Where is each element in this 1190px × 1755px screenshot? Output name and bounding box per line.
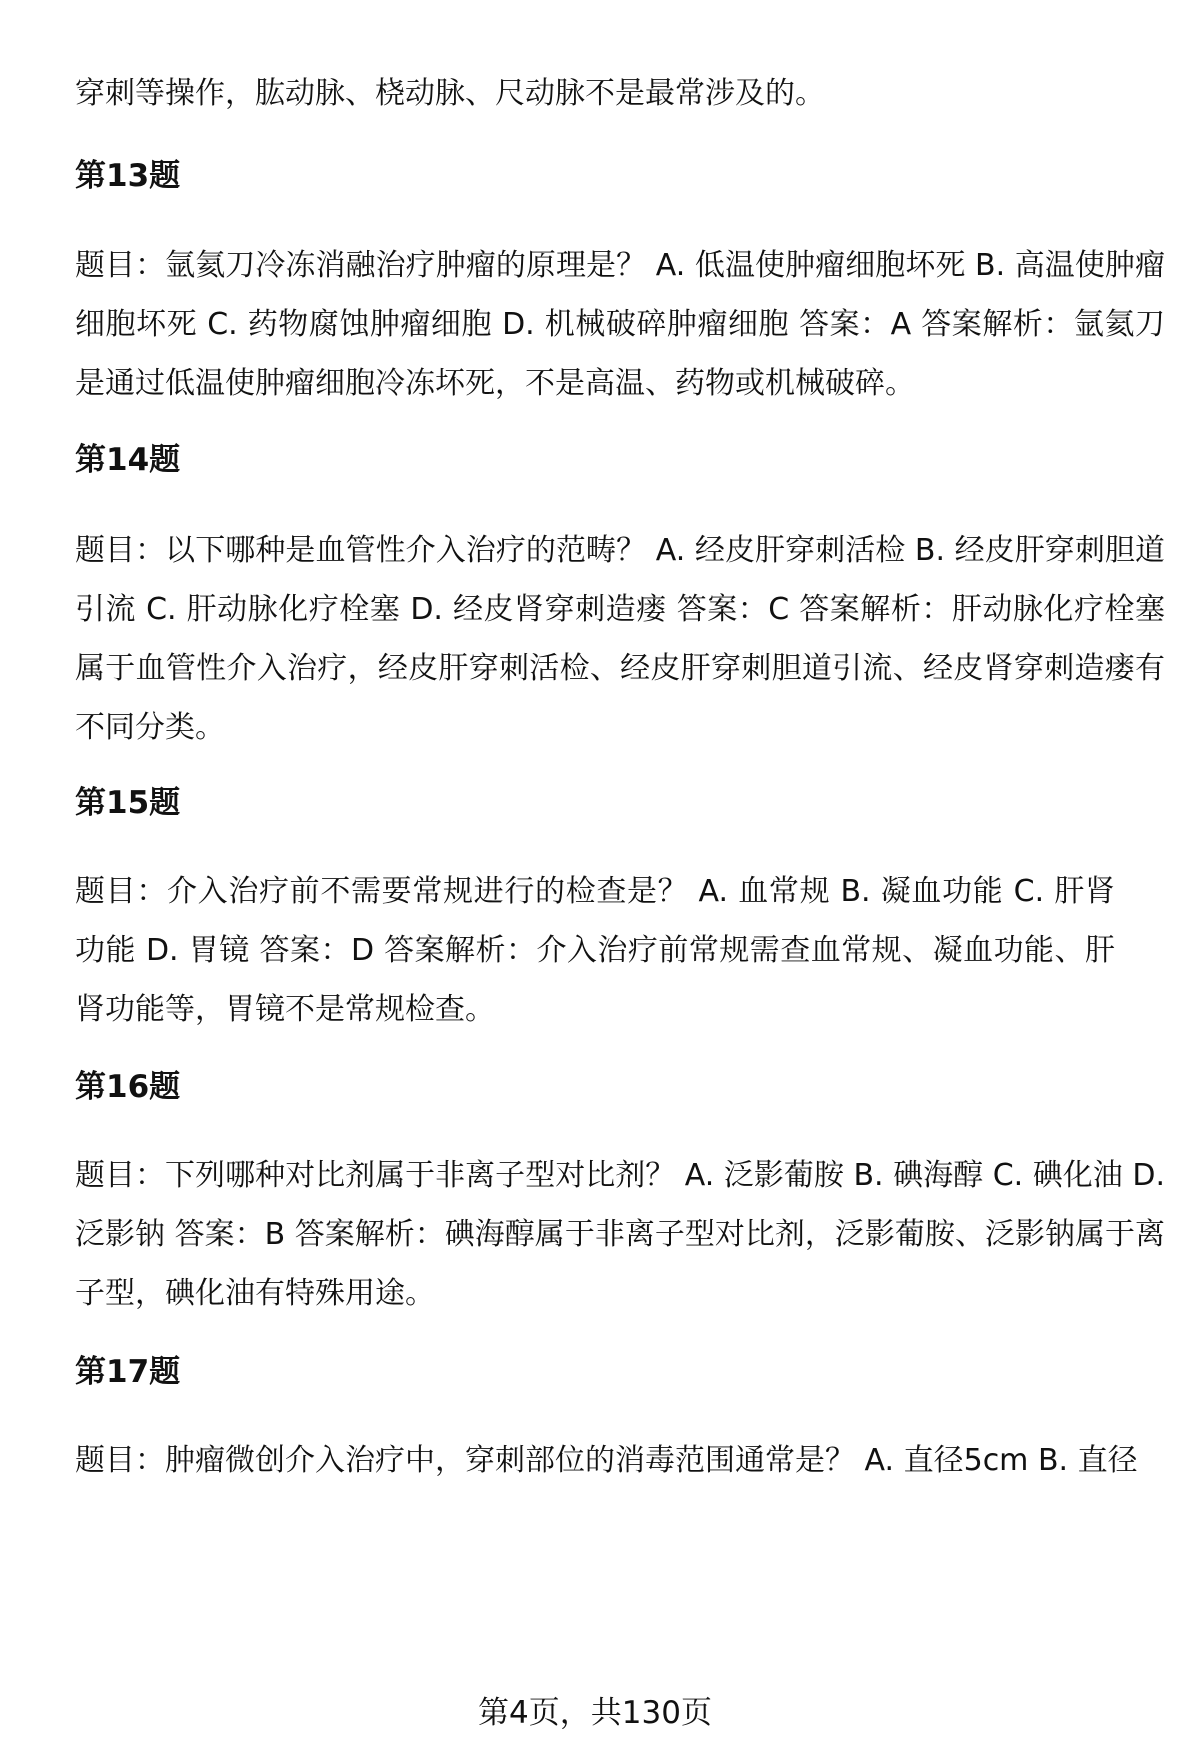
question-heading-15: 第15题 [75,785,181,821]
continuation-paragraph: 穿刺等操作，肱动脉、桡动脉、尺动脉不是最常涉及的。 [75,76,825,111]
question-heading-16: 第16题 [75,1069,181,1105]
question-heading-17: 第17题 [75,1354,181,1390]
question-text-15: 题目：介入治疗前不需要常规进行的检查是？ A. 血常规 B. 凝血功能 C. 肝肾功能 D. 胃镜 答案：D 答案解析：介入治疗前常规需查血常规、凝血功能、肝肾功能等，胃镜不是常规检查。 [75,874,1115,1027]
question-text-17: 题目：肿瘤微创介入治疗中，穿刺部位的消毒范围通常是？ A. 直径5cm B. 直径 [75,1443,1138,1478]
question-text-13: 题目：氩氦刀冷冻消融治疗肿瘤的原理是？ A. 低温使肿瘤细胞坏死 B. 高温使肿瘤细胞坏死 C. 药物腐蚀肿瘤细胞 D. 机械破碎肿瘤细胞 答案：A 答案解析：氩氦刀是通过低温使肿瘤细胞冷冻坏死，不是高温、药物或机械破碎。 [75,248,1165,401]
page-number-footer: 第4页，共130页 [478,1695,712,1731]
question-text-16: 题目：下列哪种对比剂属于非离子型对比剂？ A. 泛影葡胺 B. 碘海醇 C. 碘化油 D. 泛影钠 答案：B 答案解析：碘海醇属于非离子型对比剂，泛影葡胺、泛影钠属于离子型，碘化油有特殊用途。 [75,1158,1165,1311]
question-text-14: 题目：以下哪种是血管性介入治疗的范畴？ A. 经皮肝穿刺活检 B. 经皮肝穿刺胆道引流 C. 肝动脉化疗栓塞 D. 经皮肾穿刺造瘘 答案：C 答案解析：肝动脉化疗栓塞属于血管性介入治疗，经皮肝穿刺活检、经皮肝穿刺胆道引流、经皮肾穿刺造瘘有不同分类。 [75,533,1165,745]
question-heading-14: 第14题 [75,442,181,478]
question-heading-13: 第13题 [75,158,181,194]
